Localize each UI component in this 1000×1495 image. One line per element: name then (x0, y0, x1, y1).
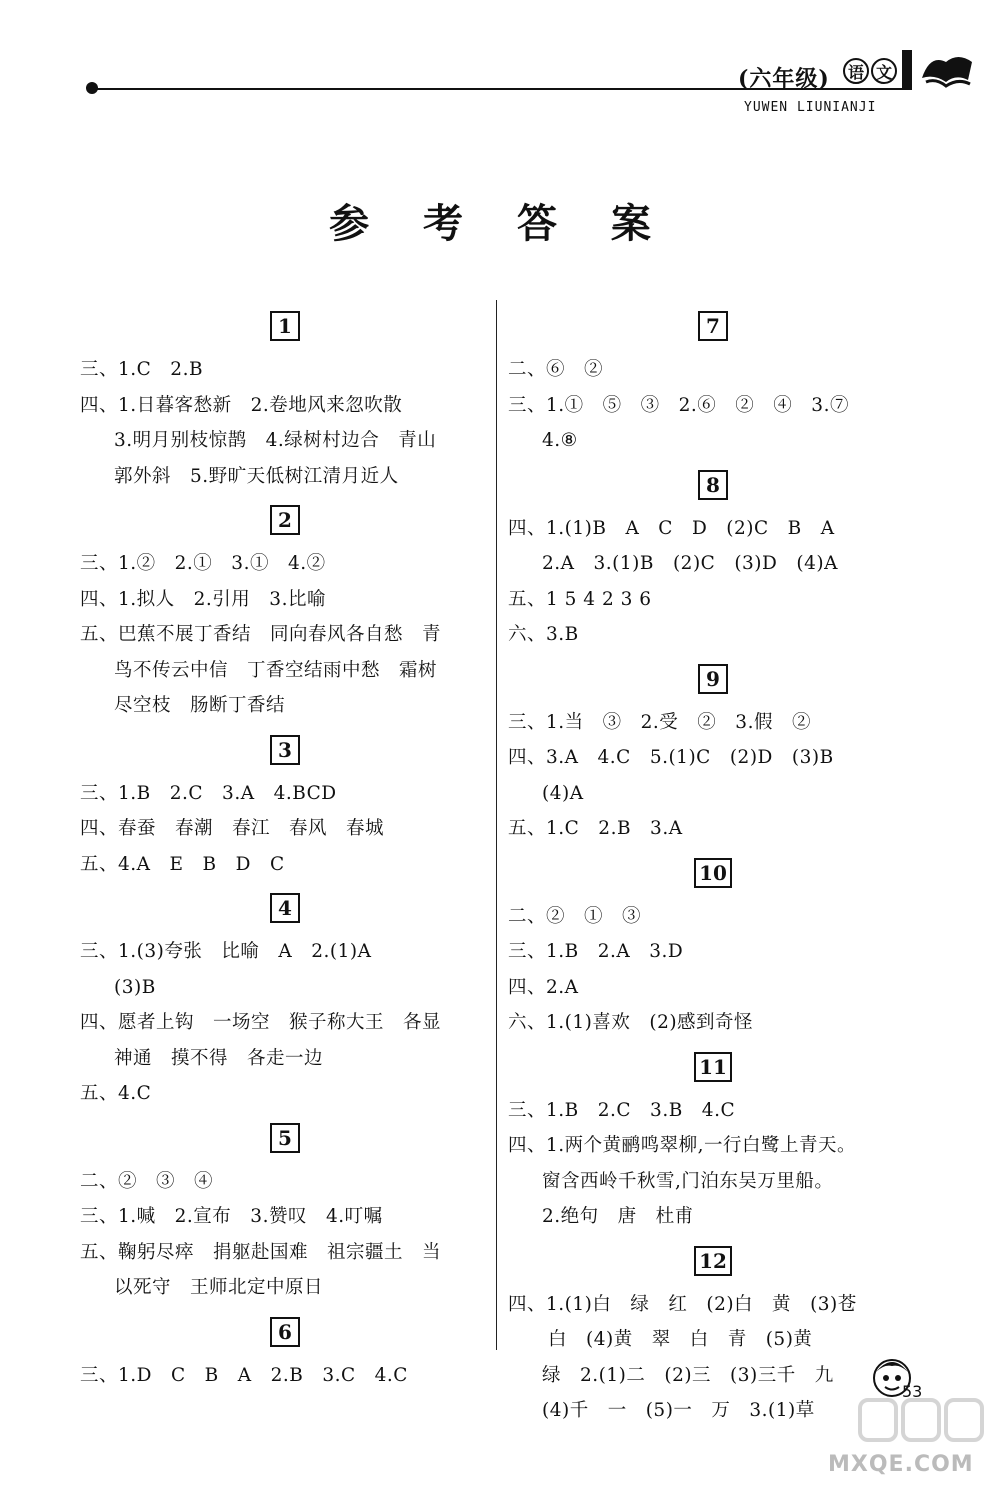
answer-line: (3)B (114, 976, 156, 998)
book-logo-icon (918, 48, 976, 90)
answer-section (508, 459, 918, 653)
section-number-wrap (80, 494, 490, 546)
answer-line: 四、愿者上钩 一场空 猴子称大王 各显 (80, 1012, 442, 1033)
watermark-text: MXQE.COM (828, 1452, 974, 1477)
answer-line: 三、1.① ⑤ ③ 2.⑥ ② ④ 3.⑦ (508, 394, 849, 416)
answer-line: 四、1.日暮客愁新 2.卷地风来忽吹散 (80, 394, 403, 416)
answer-line: 四、2.A (508, 976, 579, 998)
column-right (508, 300, 918, 1429)
answer-line: 六、3.B (508, 624, 579, 645)
answer-line: 白 (4)黄 翠 白 青 (5)黄 (548, 1329, 813, 1350)
section-number: 5 (270, 1123, 300, 1153)
answer-line: 2.A 3.(1)B (2)C (3)D (4)A (542, 553, 838, 574)
section-number-wrap (80, 882, 490, 934)
section-number-wrap (508, 459, 918, 511)
section-number: 12 (694, 1246, 732, 1276)
answer-line: 2.绝句 唐 杜甫 (542, 1206, 694, 1227)
answer-line: 五、鞠躬尽瘁 捐躯赴国难 祖宗疆土 当 (80, 1241, 442, 1263)
section-number-wrap (80, 724, 490, 776)
answer-line: 五、巴蕉不展丁香结 同向春风各自愁 青 (80, 624, 442, 645)
answer-line: 3.明月别枝惊鹊 4.绿树村边合 青山 (114, 430, 437, 451)
section-number-wrap (508, 653, 918, 705)
answer-line: 三、1.(3)夸张 比喻 A 2.(1)A (80, 941, 372, 962)
answer-line: 四、春蚕 春潮 春江 春风 春城 (80, 818, 385, 839)
subject-char-yu: 语 (843, 58, 869, 84)
answer-section (80, 882, 490, 1112)
answer-line: 三、1.B 2.A 3.D (508, 941, 684, 962)
column-divider (496, 300, 497, 1350)
answer-line: 三、1.B 2.C 3.A 4.BCD (80, 782, 337, 804)
answer-line: 绿 2.(1)二 (2)三 (3)三千 九 (542, 1364, 834, 1386)
answer-line: 鸟不传云中信 丁香空结雨中愁 霜树 (114, 659, 438, 681)
answer-section (80, 494, 490, 724)
answer-line: 五、4.C (80, 1083, 152, 1104)
answer-section (80, 1112, 490, 1306)
section-number: 8 (698, 470, 728, 500)
answer-line: 四、1.(1)白 绿 红 (2)白 黄 (3)苍 (508, 1293, 857, 1315)
answer-line: 尽空枝 肠断丁香结 (114, 695, 286, 716)
answer-line: 窗含西岭千秋雪,门泊东吴万里船。 (542, 1170, 834, 1192)
section-number-wrap (80, 1112, 490, 1164)
header-bar (902, 50, 912, 90)
section-number-wrap (508, 300, 918, 352)
section-number: 3 (270, 735, 300, 765)
answer-line: 三、1.当 ③ 2.受 ② 3.假 ② (508, 711, 811, 733)
section-number-wrap (80, 1306, 490, 1358)
answer-line: 五、1 5 4 2 3 6 (508, 588, 652, 610)
header-subject (843, 58, 897, 84)
answer-line: 三、1.B 2.C 3.B 4.C (508, 1099, 736, 1121)
answer-section (80, 1306, 490, 1394)
answer-section (508, 1041, 918, 1235)
section-number: 10 (694, 858, 732, 888)
answer-line: 二、⑥ ② (508, 359, 604, 380)
header-grade: (六年级) (738, 66, 830, 92)
answer-line: 四、3.A 4.C 5.(1)C (2)D (3)B (508, 747, 834, 768)
answer-line: 三、1.C 2.B (80, 359, 204, 380)
answer-line: (4)千 一 (5)一 万 3.(1)草 (542, 1400, 815, 1421)
page-title: 参 考 答 案 (329, 200, 671, 247)
answer-line: 四、1.拟人 2.引用 3.比喻 (80, 588, 326, 610)
answer-line: 神通 摸不得 各走一边 (114, 1047, 324, 1069)
answer-line: (4)A (542, 782, 584, 804)
section-number: 2 (270, 505, 300, 535)
answer-line: 六、1.(1)喜欢 (2)感到奇怪 (508, 1012, 754, 1033)
answer-section (508, 847, 918, 1041)
section-number-wrap (508, 847, 918, 899)
answer-line: 4.⑧ (542, 430, 578, 451)
section-number: 7 (698, 311, 728, 341)
answer-line: 四、1.(1)B A C D (2)C B A (508, 517, 835, 539)
section-number: 6 (270, 1317, 300, 1347)
section-number: 4 (270, 893, 300, 923)
subject-char-wen: 文 (871, 58, 897, 84)
section-number-wrap (80, 300, 490, 352)
answer-line: 二、② ① ③ (508, 905, 642, 927)
page-number: 53 (902, 1382, 923, 1401)
header-pinyin: YUWEN LIUNIANJI (744, 100, 877, 115)
answer-section (80, 724, 490, 883)
answer-line: 郭外斜 5.野旷天低树江清月近人 (114, 465, 399, 487)
answer-line: 三、1.② 2.① 3.① 4.② (80, 553, 326, 574)
answer-line: 二、② ③ ④ (80, 1170, 214, 1192)
section-number-wrap (508, 1041, 918, 1093)
answer-line: 五、1.C 2.B 3.A (508, 818, 683, 839)
answer-line: 五、4.A E B D C (80, 853, 285, 875)
answer-line: 四、1.两个黄鹂鸣翠柳,一行白鹭上青天。 (508, 1135, 857, 1156)
section-number-wrap (508, 1235, 918, 1287)
section-number: 1 (270, 311, 300, 341)
answer-line: 三、1.喊 2.宣布 3.赞叹 4.叮嘱 (80, 1206, 383, 1227)
section-number: 9 (698, 664, 728, 694)
answer-line: 以死守 王师北定中原日 (114, 1277, 324, 1298)
answer-line: 三、1.D C B A 2.B 3.C 4.C (80, 1364, 408, 1386)
answer-section (508, 653, 918, 847)
section-number: 11 (694, 1052, 732, 1082)
answer-section (508, 300, 918, 459)
watermark-logo-icon (856, 1390, 986, 1450)
answer-section (80, 300, 490, 494)
column-left (80, 300, 490, 1393)
